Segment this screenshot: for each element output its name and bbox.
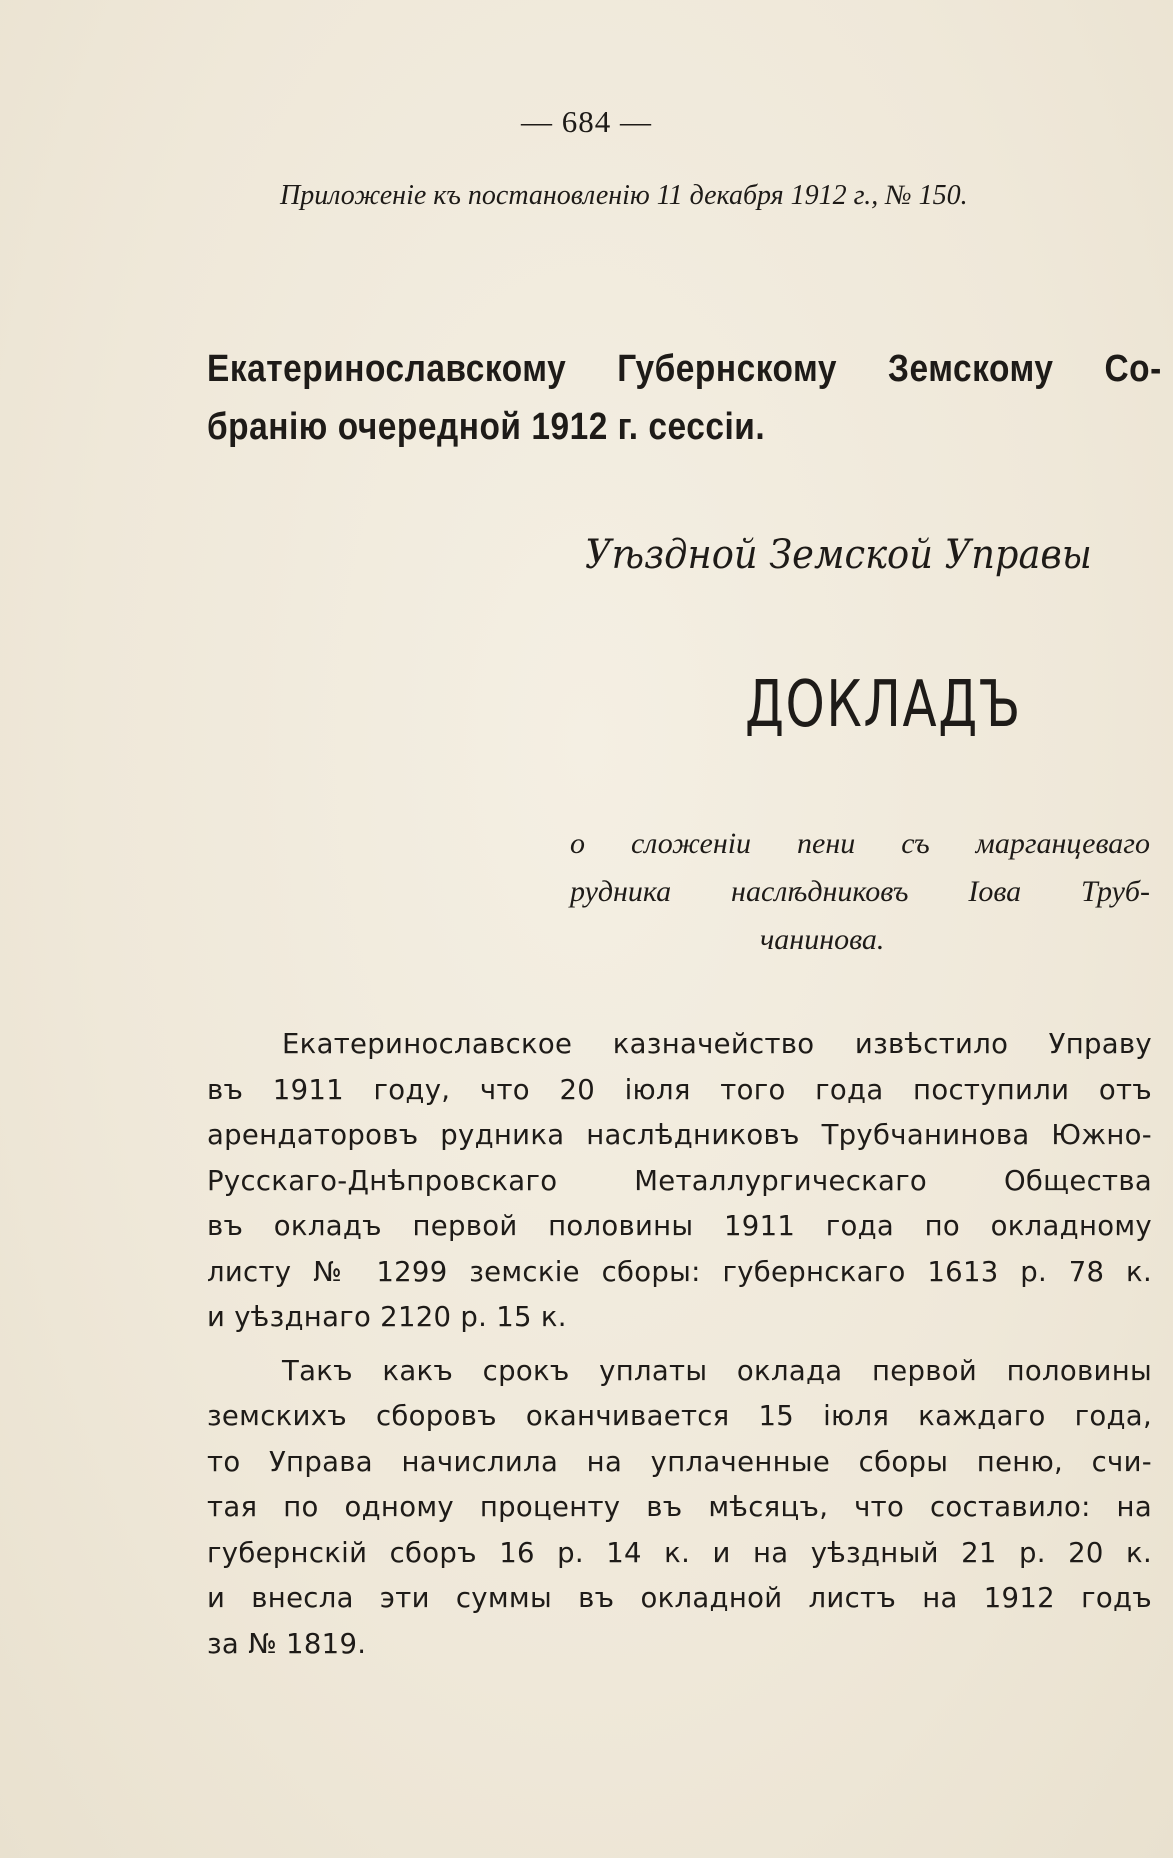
appendix-note: Приложеніе къ постановленію 11 декабря 1912 г., № 150. bbox=[280, 180, 968, 211]
report-body bbox=[207, 1022, 1152, 1675]
addressee-heading bbox=[207, 340, 1162, 456]
paragraph bbox=[207, 1022, 1152, 1341]
text-line: арендаторовъ рудника наслѣдниковъ Трубчанинова Южно- bbox=[207, 1119, 1152, 1151]
text-line: Екатеринославское казначейство извѣстило Управу bbox=[282, 1028, 1152, 1060]
subject-line: чанинова. bbox=[760, 923, 885, 956]
text-line: за № 1819. bbox=[207, 1627, 367, 1660]
page-number: — 684 — bbox=[521, 104, 652, 139]
text-line: и внесла эти суммы въ окладной листъ на 1912 годъ bbox=[207, 1582, 1152, 1614]
text-line: Такъ какъ срокъ уплаты оклада первой половины bbox=[282, 1354, 1152, 1387]
subject-line: о сложеніи пени съ марганцеваго bbox=[570, 827, 1150, 860]
addressee-line: Екатеринославскому Губернскому Земскому Со- bbox=[207, 348, 1162, 390]
text-line: листу № 1299 земскіе сборы: губернскаго 1613 р. 78 к. bbox=[207, 1255, 1152, 1288]
subject-line: рудника наслѣдниковъ Іова Труб- bbox=[570, 875, 1150, 908]
text-line: тая по одному проценту въ мѣсяцъ, что составило: на bbox=[207, 1491, 1152, 1523]
text-line: то Управа начислила на уплаченные сборы пеню, счи- bbox=[207, 1445, 1152, 1478]
issuer-heading: Уѣздной Земской Управы bbox=[585, 532, 1092, 578]
text-line: и уѣзднаго 2120 р. 15 к. bbox=[207, 1301, 567, 1333]
paragraph bbox=[207, 1349, 1152, 1668]
report-title: ДОКЛАДЪ bbox=[745, 668, 1022, 742]
text-line: въ окладъ первой половины 1911 года по окладному bbox=[207, 1210, 1152, 1242]
text-line: земскихъ сборовъ оканчивается 15 іюля каждаго года, bbox=[207, 1400, 1152, 1432]
text-line: въ 1911 году, что 20 іюля того года поступили отъ bbox=[207, 1073, 1152, 1106]
text-line: губернскій сборъ 16 р. 14 к. и на уѣздный 21 р. 20 к. bbox=[207, 1536, 1152, 1569]
text-line: Русскаго-Днѣпровскаго Металлургическаго Общества bbox=[207, 1164, 1152, 1197]
report-subject bbox=[570, 820, 1150, 964]
addressee-line: бранію очередной 1912 г. сессіи. bbox=[207, 406, 766, 448]
